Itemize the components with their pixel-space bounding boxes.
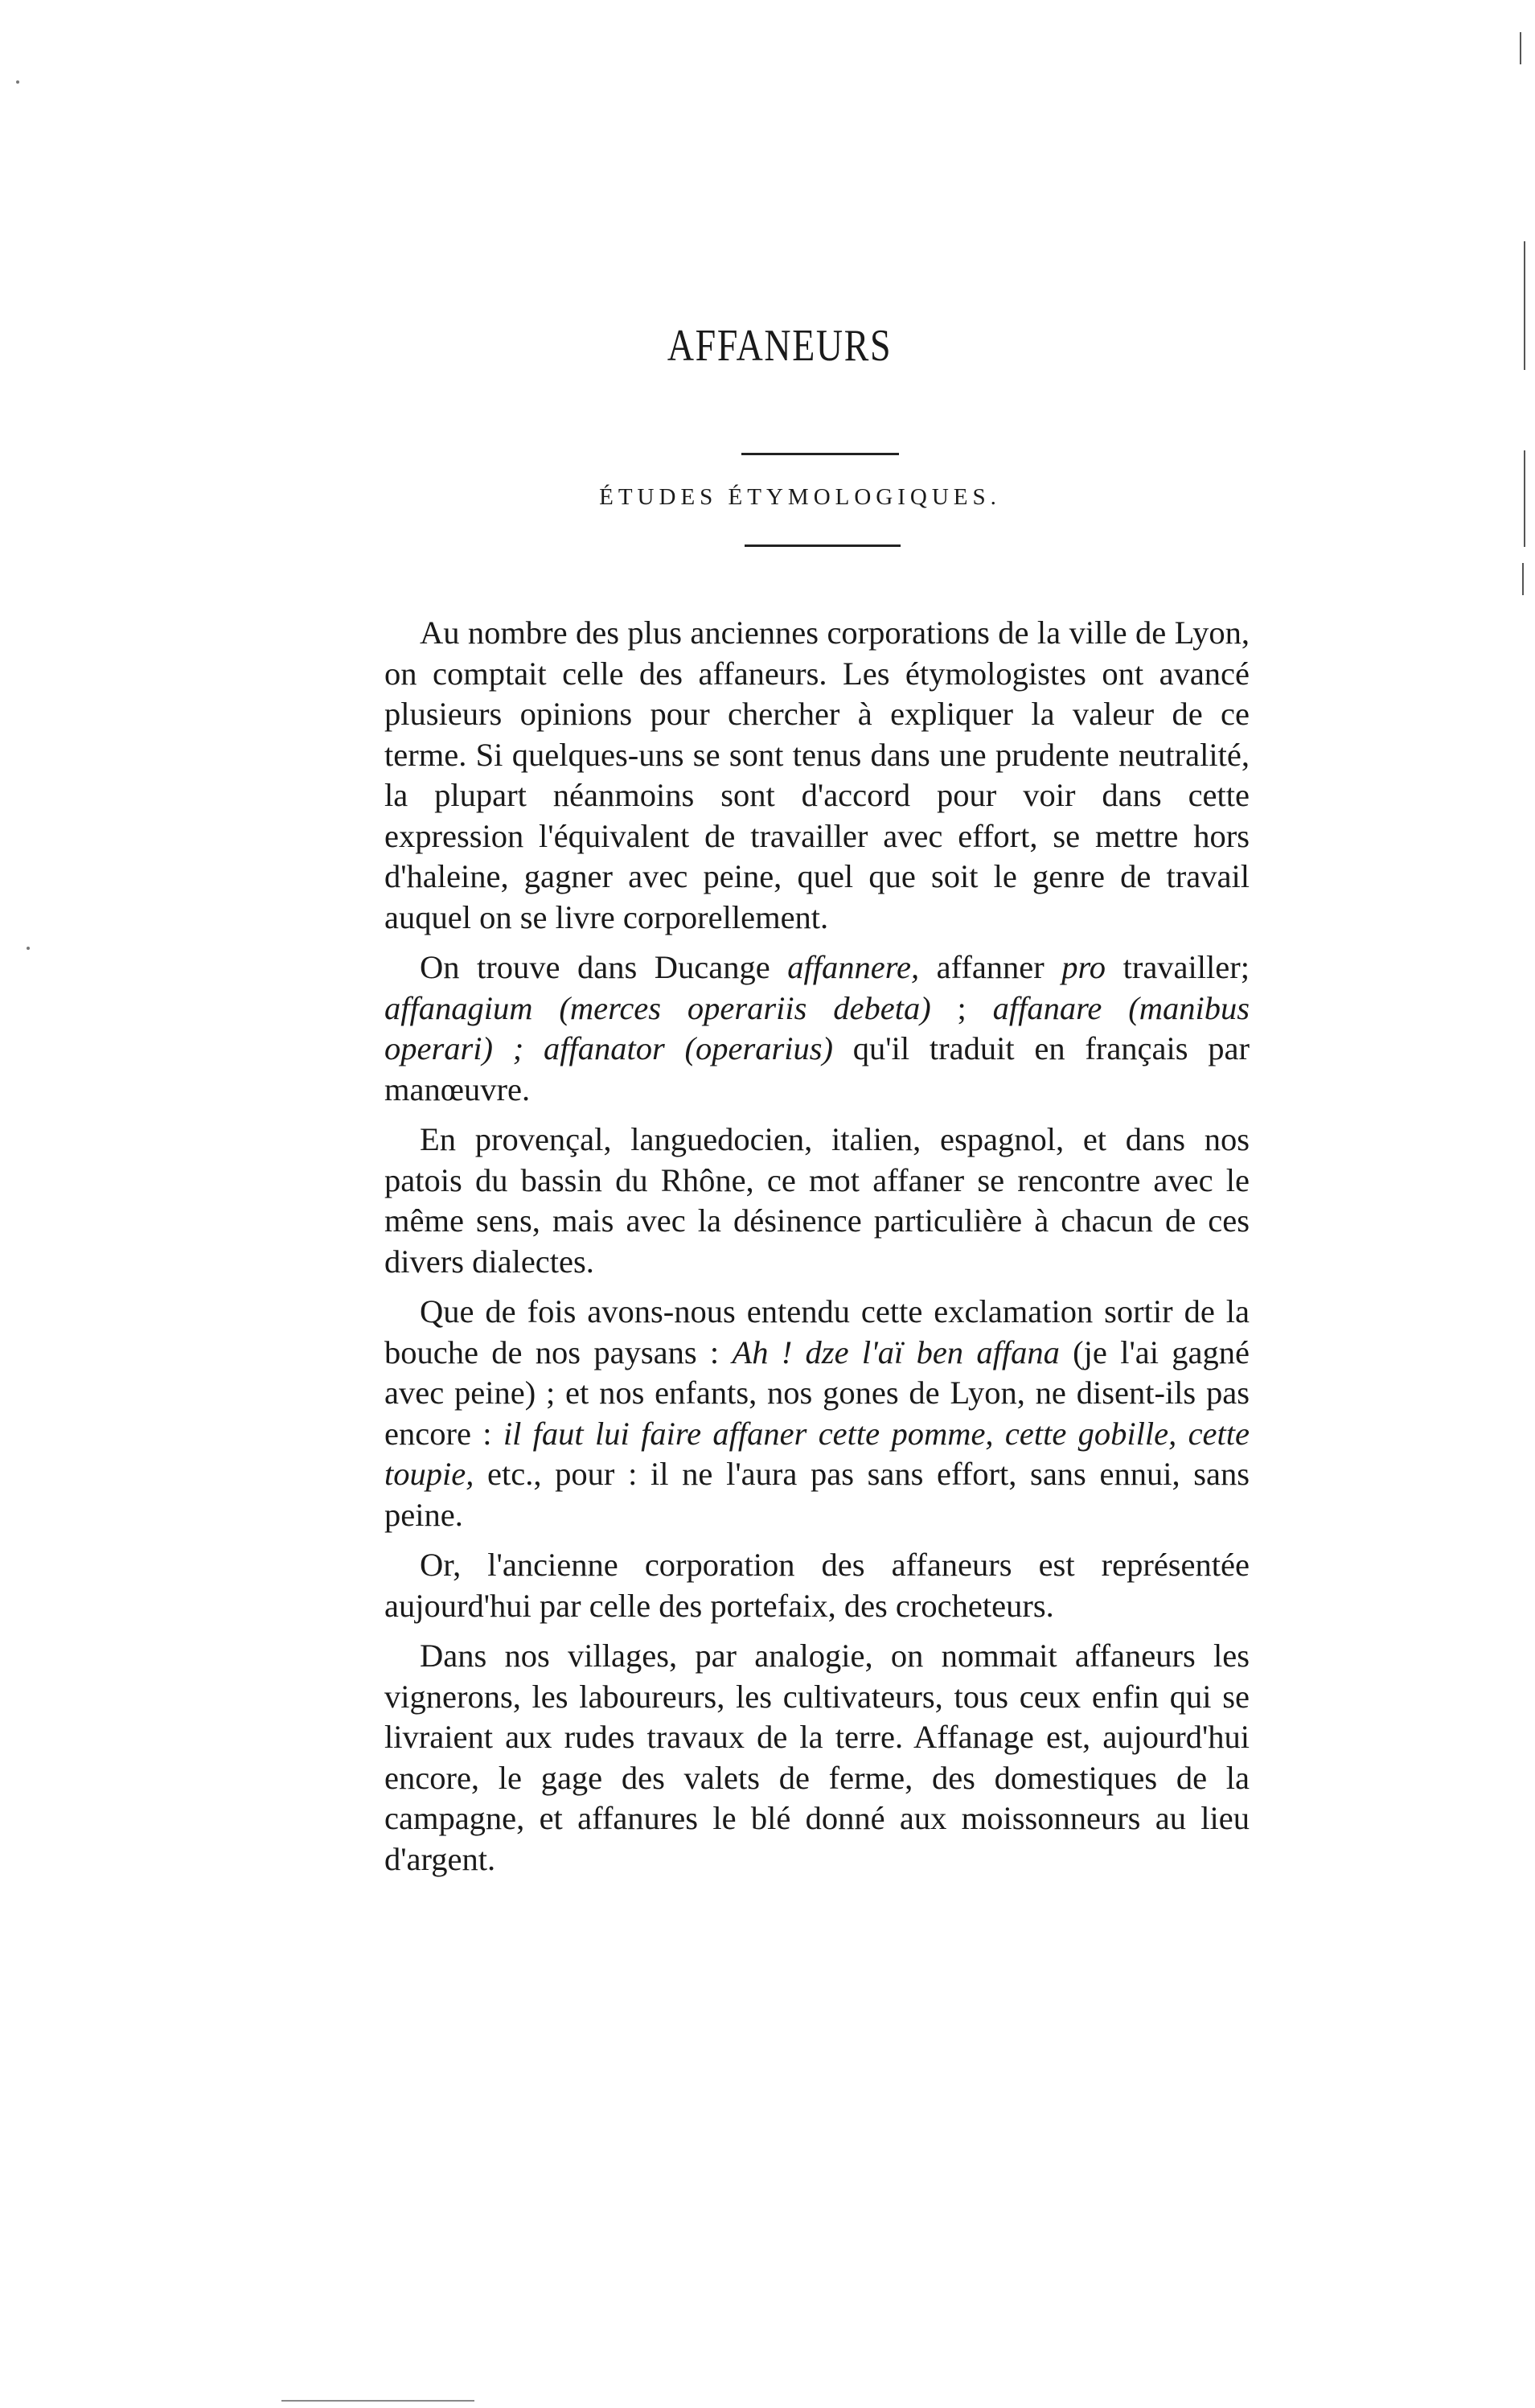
italic-text: Ah ! dze l'aï ben affana [732, 1333, 1060, 1370]
scan-speck [27, 947, 30, 950]
text-segment: Au nombre des plus anciennes corporations de la ville de Lyon, on comptait celle des affaneurs. Les étymologistes ont avancé plusieurs opinions pour chercher à expliquer la valeur de ce terme. Si quelques-uns se sont tenus dans une prudente neutralité, la plupart néanmoins sont d'accord pour voir dans cette expression l'équivalent de travailler avec effort, se mettre hors d'haleine, gagner avec peine, quel que soit le genre de travail auquel on se livre corporellement. [384, 614, 1250, 935]
text-segment: qu'il traduit en français par manœuvre. [384, 1030, 1250, 1107]
text-segment: Dans nos villages, par analogie, on nommait affaneurs les vignerons, les laboureurs, les cultivateurs, tous ceux enfin qui se livraient aux rudes travaux de la terre. Affanage est, aujourd'hui encore, le gage des valets de ferme, des domestiques de la campagne, et affanures le blé donné aux moissonneurs au lieu d'argent. [384, 1638, 1250, 1877]
italic-text: pro [1061, 949, 1106, 985]
scan-edge-mark [1522, 563, 1524, 595]
italic-text: affannere, [787, 949, 920, 985]
scan-edge-mark [1524, 450, 1525, 547]
scan-edge-mark [281, 2400, 474, 2402]
text-segment: travailler; [1106, 949, 1250, 985]
text-segment: Or, l'ancienne corporation des affaneurs est représentée aujourd'hui par celle des portefaix, des crocheteurs. [384, 1547, 1250, 1624]
text-segment: (je l'ai gagné avec peine) ; et nos enfants, nos gones de Lyon, ne disent-ils pas encore : [384, 1333, 1250, 1452]
italic-text: il faut lui faire affaner cette pomme, cette gobille, cette toupie, [384, 1415, 1250, 1492]
paragraph [384, 1545, 1250, 1626]
paragraph [384, 1292, 1250, 1535]
title-rule-top [741, 453, 899, 455]
section-subtitle: ÉTUDES ÉTYMOLOGIQUES. [599, 484, 1001, 510]
text-segment: En provençal, languedocien, italien, espagnol, et dans nos patois du bassin du Rhône, ce mot affaner se rencontre avec le même sens, mais avec la désinence particulière à chacun de ces divers dialectes. [384, 1121, 1250, 1280]
text-segment: Que de fois avons-nous entendu cette exclamation sortir de la bouche de nos paysans : [384, 1293, 1250, 1370]
text-segment: etc., pour : il ne l'aura pas sans effort, sans ennui, sans peine. [384, 1456, 1250, 1533]
page-title: AFFANEURS [667, 321, 893, 371]
title-rule-bottom [745, 544, 901, 547]
paragraph [384, 947, 1250, 1110]
body-text [384, 613, 1250, 1889]
scan-edge-mark [1524, 241, 1525, 370]
text-segment: affanner [919, 949, 1062, 985]
italic-text: affanare (manibus operari) ; affanator (operarius) [384, 989, 1250, 1066]
italic-text: affanagium (merces operariis debeta) [384, 989, 931, 1026]
paragraph [384, 1120, 1250, 1282]
scan-edge-mark [1520, 32, 1521, 64]
text-segment: ; [930, 989, 993, 1026]
paragraph [384, 1636, 1250, 1880]
paragraph [384, 613, 1250, 938]
text-segment: On trouve dans Ducange [420, 949, 788, 985]
scan-speck [16, 80, 19, 84]
